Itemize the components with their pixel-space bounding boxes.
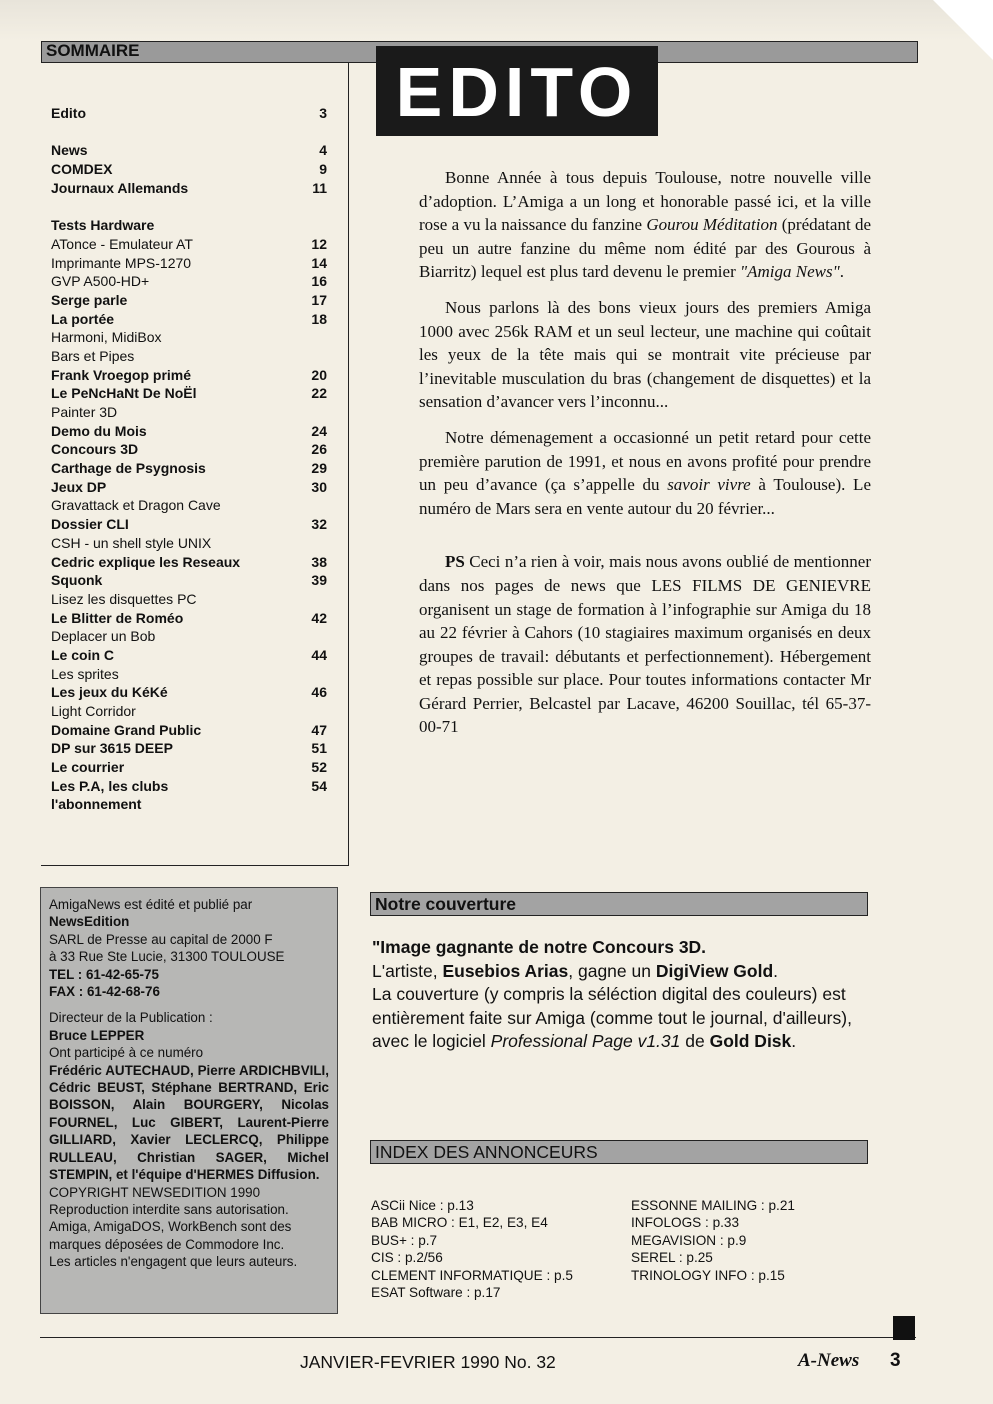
toc-entry-title: Serge parle bbox=[51, 291, 128, 308]
toc-entry-page: 39 bbox=[311, 572, 327, 589]
toc-entry-title: Les P.A, les clubs bbox=[51, 777, 169, 794]
toc-entry-title: Le Blitter de Roméo bbox=[51, 609, 184, 626]
toc-entry-page: 44 bbox=[311, 646, 327, 663]
toc-entry-page: 18 bbox=[311, 310, 327, 327]
toc-entry-page: 9 bbox=[319, 161, 327, 178]
toc-entry bbox=[51, 403, 341, 422]
footer-magazine: A-News bbox=[798, 1350, 860, 1371]
toc-entry-page: 3 bbox=[319, 105, 327, 121]
annonceurs-header: INDEX DES ANNONCEURS bbox=[375, 1142, 598, 1162]
toc-entry bbox=[51, 366, 341, 385]
toc-entry-title: Jeux DP bbox=[51, 478, 107, 495]
annonceurs-left-column bbox=[371, 1197, 573, 1301]
edito-paragraph-3: Notre démenagement a occasionné un petit retard pour cette première parution de 1991, et nous en avons profité pour prendre un peu d’avance (ça s’appelle du savoir vivre à Toulouse). Le numéro de Mars sera en vente autour du 20 février... bbox=[419, 427, 871, 518]
toc-entry-title: ATonce - Emulateur AT bbox=[51, 235, 193, 252]
toc-entry bbox=[51, 739, 341, 758]
footer-marker bbox=[893, 1316, 915, 1340]
toc-entry-page: 52 bbox=[311, 759, 327, 776]
reproduction-notice: Reproduction interdite sans autorisation. bbox=[49, 1201, 289, 1217]
toc-entry-title: News bbox=[51, 142, 88, 159]
toc-entry-page: 32 bbox=[311, 516, 327, 533]
toc-entry-title: Demo du Mois bbox=[51, 422, 147, 439]
toc-entry bbox=[51, 571, 341, 590]
toc-entry-title: La portée bbox=[51, 310, 115, 327]
toc-entry-page: 16 bbox=[311, 273, 327, 290]
annonceurs-right-column bbox=[631, 1197, 795, 1284]
couverture-header-bar bbox=[370, 892, 868, 916]
toc-entry-page: 29 bbox=[311, 460, 327, 477]
toc-entry-page: 20 bbox=[311, 366, 327, 383]
toc-entry-title: Bars et Pipes bbox=[51, 347, 135, 364]
toc-entry-title: Lisez les disquettes PC bbox=[51, 590, 197, 607]
toc-entry-title: Le coin C bbox=[51, 646, 115, 663]
toc-entry bbox=[51, 553, 341, 572]
toc-entry-title: Tests Hardware bbox=[51, 217, 155, 234]
toc-entry-page: 38 bbox=[311, 553, 327, 570]
toc-entry-page: 11 bbox=[312, 179, 327, 196]
annonceur-entry: SEREL : p.25 bbox=[631, 1250, 713, 1266]
annonceur-entry: CLEMENT INFORMATIQUE : p.5 bbox=[371, 1267, 573, 1283]
sommaire-title: SOMMAIRE bbox=[46, 41, 140, 60]
toc-entry-page: 47 bbox=[311, 721, 327, 738]
toc-entry-title: Le courrier bbox=[51, 759, 125, 776]
annonceurs-header-bar bbox=[370, 1140, 868, 1164]
couverture-headline: "Image gagnante de notre Concours 3D. bbox=[372, 937, 707, 957]
toc-entry bbox=[51, 665, 341, 684]
toc-entry bbox=[51, 534, 341, 553]
toc-entry-title: Painter 3D bbox=[51, 404, 118, 420]
toc-entry-page: 46 bbox=[311, 684, 327, 701]
toc-entry bbox=[51, 459, 341, 478]
toc-entry bbox=[51, 254, 341, 273]
annonceur-entry: CIS : p.2/56 bbox=[371, 1250, 443, 1266]
page-number: 3 bbox=[890, 1350, 901, 1371]
sommaire-bottom-rule bbox=[41, 865, 349, 866]
toc-entry bbox=[51, 328, 341, 347]
toc-entry-title: Squonk bbox=[51, 572, 103, 589]
toc-entry bbox=[51, 179, 341, 198]
toc-entry-title: Journaux Allemands bbox=[51, 179, 189, 196]
toc-entry-page: 12 bbox=[311, 235, 327, 252]
annonceur-entry: MEGAVISION : p.9 bbox=[631, 1232, 747, 1248]
toc-entry bbox=[51, 160, 341, 179]
page-corner bbox=[933, 0, 993, 60]
toc-entry-page: 14 bbox=[311, 254, 327, 271]
edito-paragraph-1: Bonne Année à tous depuis Toulouse, notre nouvelle ville d’adoption. L’Amiga a un long et honorable passé ici, et la ville rose a vu la naissance du fanzine Gourou Méditation (prédatant de peu un autre fanzine du même nom édité par des Gourous à Biarritz) lequel est plus tard devenu le premier "Amiga News". bbox=[419, 168, 871, 282]
couverture-description: La couverture (y compris la séléction digital des couleurs) est entièrement faite sur Amiga (comme tout le journal, d'ailleurs), avec le logiciel Professional Page v1.31 de Gold Disk. bbox=[372, 984, 852, 1051]
toc-entry-title: Les jeux du KéKé bbox=[51, 684, 168, 701]
credits-line: AmigaNews est édité et publié par bbox=[49, 897, 253, 912]
footer-rule bbox=[40, 1337, 916, 1338]
toc-entry bbox=[51, 609, 341, 628]
annonceur-entry: INFOLOGS : p.33 bbox=[631, 1215, 740, 1231]
toc-entry-page: 26 bbox=[311, 441, 327, 458]
toc-entry-title: Frank Vroegop primé bbox=[51, 366, 192, 383]
toc-entry bbox=[51, 141, 341, 160]
toc-entry-title: Dossier CLI bbox=[51, 516, 129, 533]
toc-entry-title: Carthage de Psygnosis bbox=[51, 460, 206, 477]
toc-entry-title: Domaine Grand Public bbox=[51, 721, 202, 738]
annonceur-entry: TRINOLOGY INFO : p.15 bbox=[631, 1267, 785, 1283]
edito-body bbox=[419, 166, 871, 751]
toc-entry bbox=[51, 777, 341, 796]
toc-entry-title: Edito bbox=[51, 105, 86, 121]
copyright: COPYRIGHT NEWSEDITION 1990 bbox=[49, 1184, 261, 1200]
toc-entry-title: Deplacer un Bob bbox=[51, 628, 156, 645]
toc-entry-page: 4 bbox=[319, 142, 327, 159]
top-bleed bbox=[0, 0, 993, 40]
annonceur-entry: BAB MICRO : E1, E2, E3, E4 bbox=[371, 1215, 548, 1231]
annonceur-entry: ESSONNE MAILING : p.21 bbox=[631, 1198, 795, 1213]
toc-entry bbox=[51, 384, 341, 403]
publisher-name: NewsEdition bbox=[49, 914, 130, 930]
toc-entry-page: 24 bbox=[311, 422, 327, 439]
toc-entry-title: Imprimante MPS-1270 bbox=[51, 254, 192, 271]
toc-entry-title: Concours 3D bbox=[51, 441, 139, 458]
credits-line: SARL de Presse au capital de 2000 F bbox=[49, 931, 273, 947]
toc-entry bbox=[51, 104, 341, 123]
toc-entry bbox=[51, 310, 341, 329]
toc-entry-page: 30 bbox=[311, 478, 327, 495]
toc-entry bbox=[51, 272, 341, 291]
edito-banner-text: EDITO bbox=[395, 53, 639, 131]
couverture-artist-line: L'artiste, Eusebios Arias, gagne un DigiView Gold. bbox=[372, 960, 779, 981]
toc-entry bbox=[51, 627, 341, 646]
toc-entry bbox=[51, 347, 341, 366]
trademarks-notice: Amiga, AmigaDOS, WorkBench sont des marques déposées de Commodore Inc. bbox=[49, 1219, 292, 1252]
toc-entry bbox=[51, 721, 341, 740]
edito-postscript: PS Ceci n’a rien à voir, mais nous avons oublié de mentionner dans nos pages de news que LES FILMS DE GENIEVRE organisent un stage de formation à l’infographie sur Amiga du 18 au 22 février à Cahors (10 stagiaires maximum organisés en deux groupes de travail: débutants et perfectionnement). Hébergement et repas possible sur place. Pour toutes informations contacter Mr Gérard Perrier, Belcastel par Lacave, 46200 Souillac, tél 65-37-00-71 bbox=[419, 552, 871, 737]
toc-entry bbox=[51, 702, 341, 721]
toc-entry-title: Les sprites bbox=[51, 665, 119, 682]
toc-entry-page: 42 bbox=[311, 609, 327, 626]
toc-entry-title: Light Corridor bbox=[51, 703, 136, 719]
annonceur-entry: BUS+ : p.7 bbox=[371, 1232, 438, 1248]
toc-entry-page: 17 bbox=[311, 291, 327, 308]
toc-entry-title: Le PeNcHaNt De NoËl bbox=[51, 385, 197, 402]
director-name: Bruce LEPPER bbox=[49, 1027, 145, 1043]
toc-entry bbox=[51, 216, 341, 235]
toc-entry bbox=[51, 590, 341, 609]
toc-entry bbox=[51, 291, 341, 310]
contributors-label: Ont participé à ce numéro bbox=[49, 1045, 204, 1061]
toc-entry-page: 22 bbox=[311, 385, 327, 402]
toc-entry-title: COMDEX bbox=[51, 161, 113, 178]
couverture-header: Notre couverture bbox=[375, 894, 517, 914]
toc-entry bbox=[51, 422, 341, 441]
toc-entry-title: Gravattack et Dragon Cave bbox=[51, 497, 221, 514]
footer-issue: JANVIER-FEVRIER 1990 No. 32 bbox=[300, 1352, 556, 1372]
annonceur-entry: ESAT Software : p.17 bbox=[371, 1285, 501, 1301]
toc-entry-page: 51 bbox=[311, 740, 327, 757]
credits-fax: FAX : 61-42-68-76 bbox=[49, 984, 160, 1000]
toc-entry bbox=[51, 440, 341, 459]
toc-entry-title: l'abonnement bbox=[51, 796, 142, 813]
credits-address: à 33 Rue Ste Lucie, 31300 TOULOUSE bbox=[49, 949, 285, 965]
annonceur-entry: ASCii Nice : p.13 bbox=[371, 1198, 474, 1213]
director-label: Directeur de la Publication : bbox=[49, 1010, 213, 1026]
toc-entry bbox=[51, 478, 341, 497]
toc-entry-title: DP sur 3615 DEEP bbox=[51, 740, 173, 757]
couverture-text bbox=[372, 936, 872, 1054]
toc-entry bbox=[51, 758, 341, 777]
contributors-list: Frédéric AUTECHAUD, Pierre ARDICHBVILI, Cédric BEUST, Stéphane BERTRAND, Eric BOISSON, Alain BOURGERY, Nicolas FOURNEL, Luc GIBERT, Laurent-Pierre GILLIARD, Xavier LECLERCQ, Philippe RULLEAU, Christian SAGER, Michel STEMPIN, et l'équipe d'HERMES Diffusion. bbox=[49, 1062, 329, 1183]
toc-entry-title: GVP A500-HD+ bbox=[51, 273, 150, 290]
toc-entry bbox=[51, 683, 341, 702]
credits-tel: TEL : 61-42-65-75 bbox=[49, 966, 159, 982]
toc-entry bbox=[51, 235, 341, 254]
toc-entry bbox=[51, 496, 341, 515]
toc-entry bbox=[51, 795, 341, 814]
toc-entry bbox=[51, 646, 341, 665]
toc-entry bbox=[51, 515, 341, 534]
sommaire-divider bbox=[348, 63, 349, 866]
toc-entry-title: Cedric explique les Reseaux bbox=[51, 553, 241, 570]
credits-box bbox=[40, 887, 338, 1314]
disclaimer: Les articles n'engagent que leurs auteurs. bbox=[49, 1254, 298, 1270]
toc-entry-page: 54 bbox=[311, 777, 327, 794]
table-of-contents bbox=[51, 104, 341, 814]
toc-entry-title: Harmoni, MidiBox bbox=[51, 329, 162, 346]
edito-paragraph-2: Nous parlons là des bons vieux jours des premiers Amiga 1000 avec 256k RAM et un seul lecteur, une machine qui coûtait les yeux de la tête mais qui se montrait vite précieuse par l’inevitable musculation du bras (changement de disquettes) et la sensation d’avancer vers l’inconnu... bbox=[419, 297, 871, 412]
toc-entry-title: CSH - un shell style UNIX bbox=[51, 534, 212, 551]
